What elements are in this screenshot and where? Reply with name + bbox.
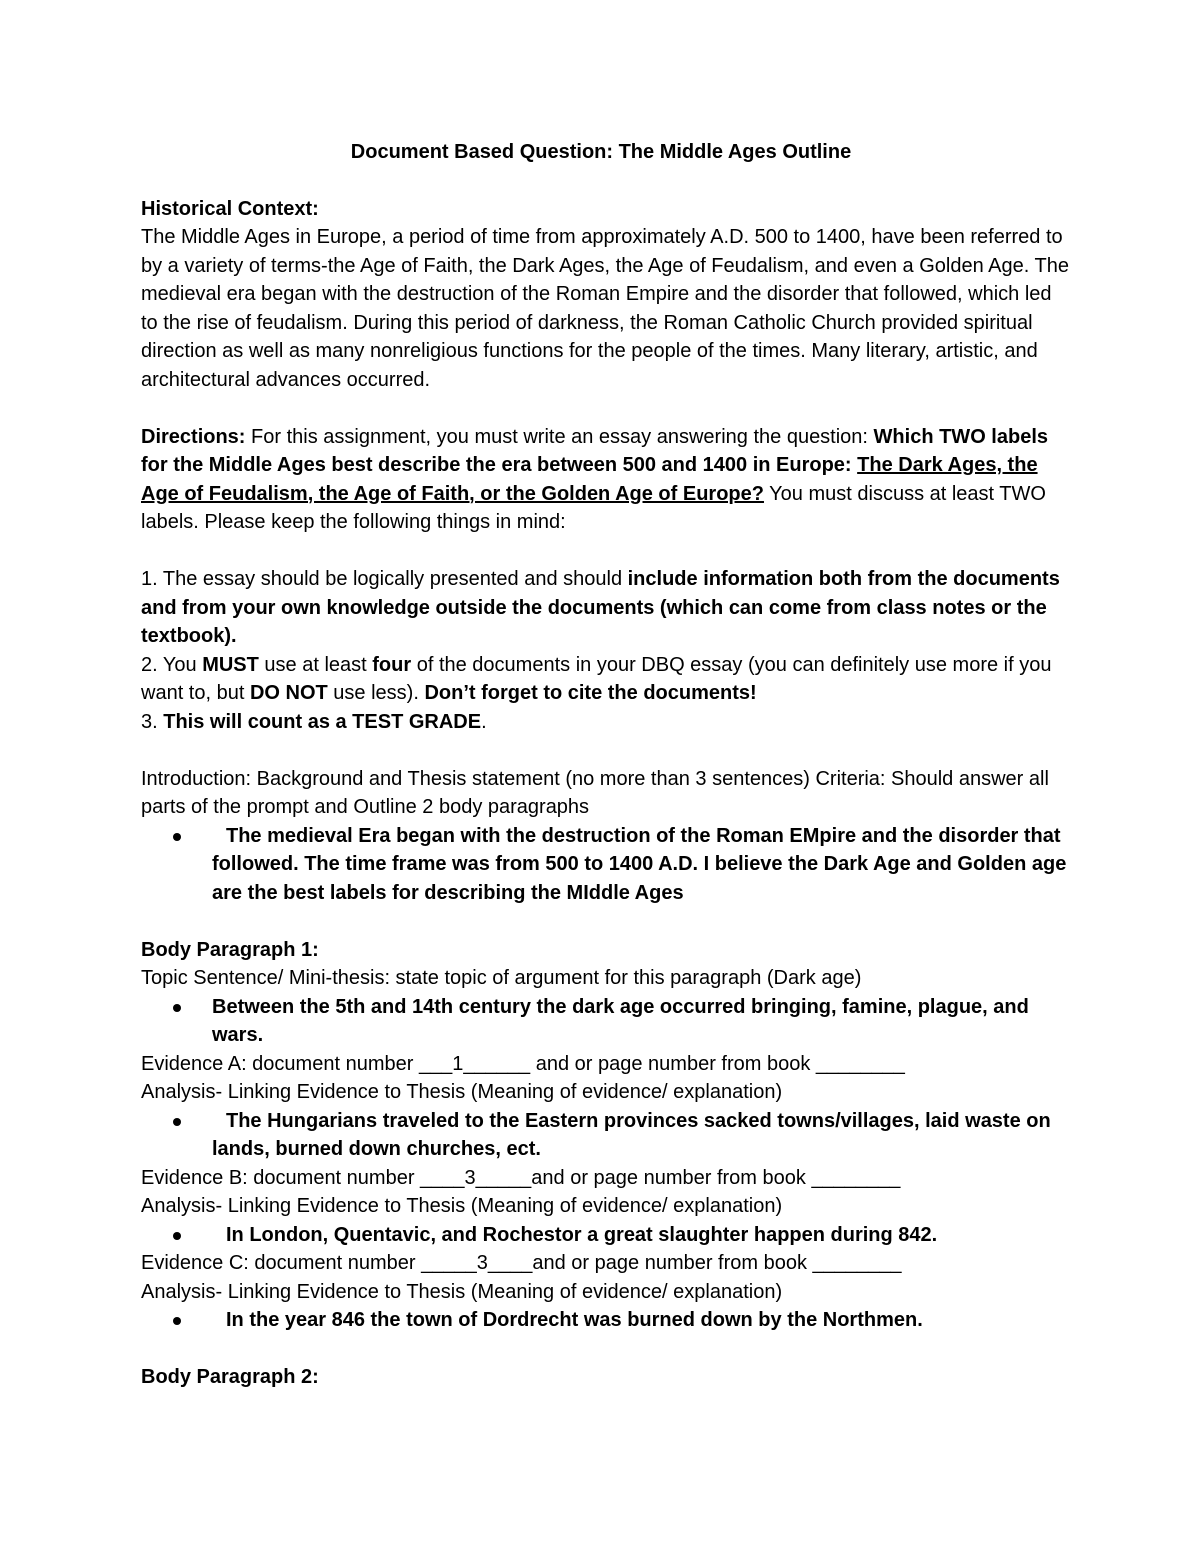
list-item: Between the 5th and 14th century the dark age occurred bringing, famine, plague, and wars. bbox=[212, 993, 1071, 1050]
evidence-b: Evidence B: document number ____3_____and or page number from book ________ bbox=[141, 1166, 901, 1189]
rule-3: 3. This will count as a TEST GRADE. bbox=[141, 710, 487, 733]
bullet-icon bbox=[173, 1118, 181, 1126]
evidence-c-bullets bbox=[141, 1306, 1071, 1335]
body-paragraph-1-heading: Body Paragraph 1: bbox=[141, 938, 319, 961]
bullet-icon bbox=[173, 1232, 181, 1240]
historical-context-heading: Historical Context: bbox=[141, 197, 319, 220]
bullet-icon bbox=[173, 1317, 181, 1325]
rule-2: 2. You MUST use at least four of the documents in your DBQ essay (you can definitely use more if you want to, but DO NOT use less). Don’t forget to cite the documents! bbox=[141, 653, 1052, 704]
rule-1: 1. The essay should be logically presented and should include information both from the documents and from your own knowledge outside the documents (which can come from class notes or the textbook). bbox=[141, 568, 1060, 647]
document-title: Document Based Question: The Middle Ages Outline bbox=[350, 141, 852, 163]
list-item: In London, Quentavic, and Rochestor a great slaughter happen during 842. bbox=[212, 1221, 1071, 1250]
list-item: The medieval Era began with the destruction of the Roman EMpire and the disorder that followed. The time frame was from 500 to 1400 A.D. I believe the Dark Age and Golden age are the best labels for describing the MIddle Ages bbox=[212, 822, 1071, 908]
body-paragraph-2-heading: Body Paragraph 2: bbox=[141, 1366, 319, 1388]
list-item: The Hungarians traveled to the Eastern provinces sacked towns/villages, laid waste on lands, burned down churches, ect. bbox=[212, 1107, 1071, 1164]
analysis-c: Analysis- Linking Evidence to Thesis (Meaning of evidence/ explanation) bbox=[141, 1280, 783, 1303]
introduction-bullets bbox=[141, 822, 1071, 908]
directions-paragraph: Directions: For this assignment, you must write an essay answering the question: Which TWO labels for the Middle Ages best describe the era between 500 and 1400 in Europe: The Dark Ages, the Age of Feudalism, the Age of Faith, or the Golden Age of Europe? You must discuss at least TWO labels. Please keep the following things in mind: bbox=[141, 425, 1048, 533]
topic-sentence-prompt: Topic Sentence/ Mini-thesis: state topic of argument for this paragraph (Dark age) bbox=[141, 967, 862, 989]
evidence-c: Evidence C: document number _____3____and or page number from book ________ bbox=[141, 1252, 902, 1274]
historical-context-text: The Middle Ages in Europe, a period of time from approximately A.D. 500 to 1400, have been referred to by a variety of terms-the Age of Faith, the Dark Ages, the Age of Feudalism, and even a Golden Age. The medieval era began with the destruction of the Roman Empire and the disorder that followed, which led to the rise of feudalism. During this period of darkness, the Roman Catholic Church provided spiritual direction as well as many nonreligious functions for the people of the times. Many literary, artistic, and architectural advances occurred. bbox=[141, 226, 1069, 391]
list-item: In the year 846 the town of Dordrecht was burned down by the Northmen. bbox=[212, 1306, 1071, 1335]
bullet-icon bbox=[173, 1004, 181, 1012]
essay-question-options: The Dark Ages, the Age of Feudalism, the Age of Faith, or the Golden Age of Europe? bbox=[141, 454, 1038, 505]
analysis-a: Analysis- Linking Evidence to Thesis (Meaning of evidence/ explanation) bbox=[141, 1081, 783, 1103]
bullet-icon bbox=[173, 833, 181, 841]
topic-bullets bbox=[141, 993, 1071, 1050]
directions-label: Directions: bbox=[141, 425, 246, 448]
evidence-a-bullets bbox=[141, 1107, 1071, 1164]
evidence-b-bullets bbox=[141, 1221, 1071, 1250]
essay-question: Which TWO labels for the Middle Ages best describe the era between 500 and 1400 in Europe: bbox=[141, 425, 1048, 476]
document-page bbox=[141, 138, 1071, 1392]
evidence-a: Evidence A: document number ___1______ and or page number from book ________ bbox=[141, 1052, 905, 1075]
analysis-b: Analysis- Linking Evidence to Thesis (Meaning of evidence/ explanation) bbox=[141, 1195, 783, 1217]
introduction-text: Introduction: Background and Thesis statement (no more than 3 sentences) Criteria: Should answer all parts of the prompt and Outline 2 body paragraphs bbox=[141, 767, 1049, 818]
